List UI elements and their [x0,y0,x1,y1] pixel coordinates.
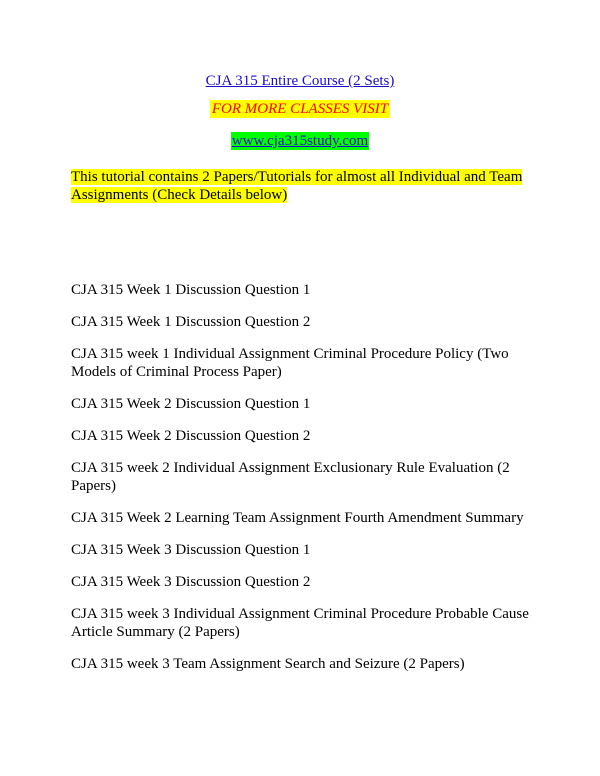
list-item: CJA 315 Week 1 Discussion Question 1 [71,282,311,298]
website-link[interactable]: www.cja315study.com [231,133,369,149]
course-title-link[interactable]: CJA 315 Entire Course (2 Sets) [205,73,395,89]
list-item: CJA 315 Week 1 Discussion Question 2 [71,314,311,330]
visit-banner [0,100,600,118]
assignment-list [71,281,541,687]
website-banner [0,132,600,150]
visit-text: FOR MORE CLASSES VISIT [211,101,389,117]
intro-text: This tutorial contains 2 Papers/Tutorials for almost all Individual and Team Assignments (Check Details below) [71,169,523,203]
list-item: CJA 315 Week 3 Discussion Question 2 [71,574,311,590]
list-item: CJA 315 Week 2 Discussion Question 2 [71,428,311,444]
intro-paragraph [71,168,531,204]
list-item: CJA 315 week 3 Team Assignment Search and Seizure (2 Papers) [71,656,465,672]
list-item: CJA 315 Week 2 Discussion Question 1 [71,396,311,412]
list-item: CJA 315 week 2 Individual Assignment Exclusionary Rule Evaluation (2 Papers) [71,460,510,494]
list-item: CJA 315 Week 2 Learning Team Assignment Fourth Amendment Summary [71,510,524,526]
list-item: CJA 315 Week 3 Discussion Question 1 [71,542,311,558]
list-item: CJA 315 week 1 Individual Assignment Criminal Procedure Policy (Two Models of Criminal Process Paper) [71,346,509,380]
list-item: CJA 315 week 3 Individual Assignment Criminal Procedure Probable Cause Article Summary (2 Papers) [71,606,529,640]
